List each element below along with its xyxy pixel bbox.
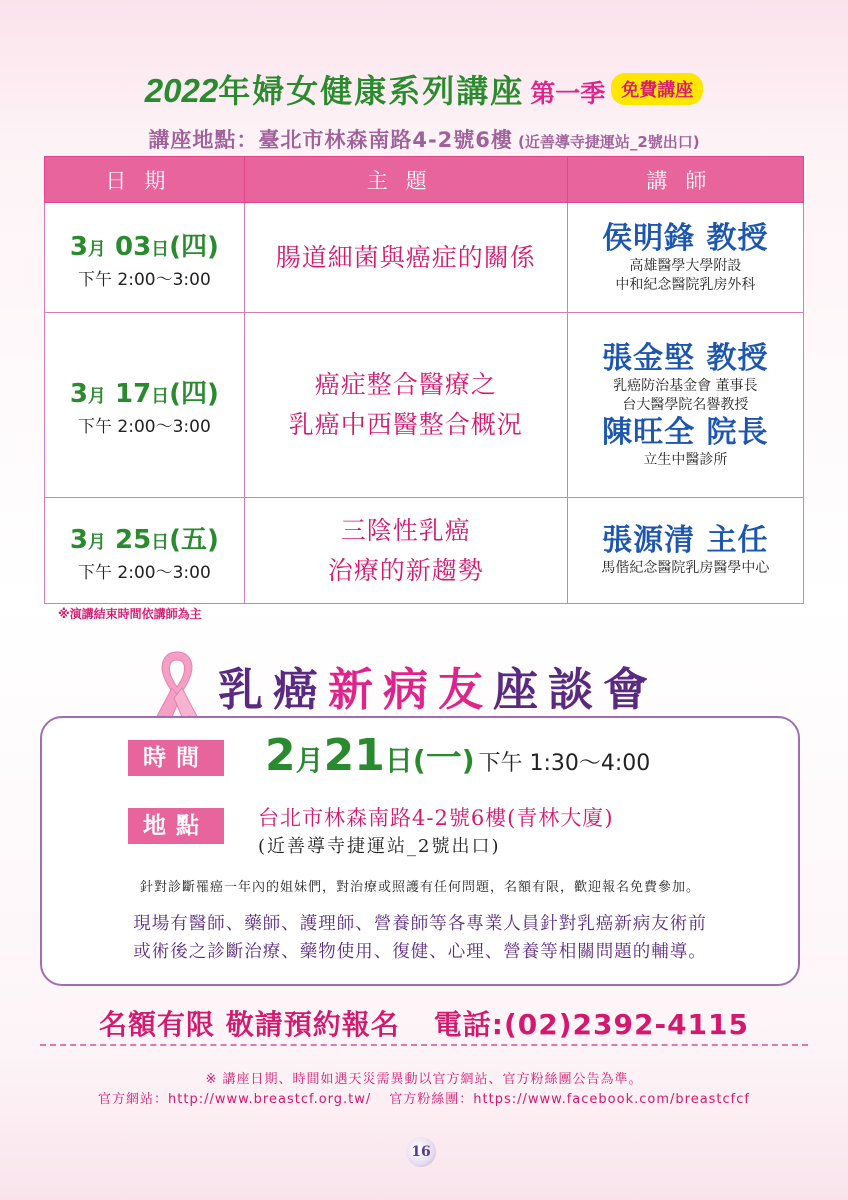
lecture-topic: 三陰性乳癌 bbox=[340, 515, 471, 545]
registration-line bbox=[0, 1003, 848, 1043]
lecture-time: 下午 2:00～3:00 bbox=[78, 562, 211, 583]
forum-notice: 針對診斷罹癌一年內的姐妹們，對治療或照護有任何問題，名額有限，歡迎報名免費參加。 bbox=[139, 880, 700, 895]
official-links bbox=[0, 1088, 848, 1107]
table-footnote: ※演講結束時間依講師為主 bbox=[58, 607, 202, 621]
lecture-date: 3月 17日(四) bbox=[69, 379, 219, 409]
table-row bbox=[45, 498, 804, 604]
table-header-row bbox=[45, 157, 804, 203]
page-title bbox=[0, 66, 848, 112]
venue-label: 講座地點：臺北市林森南路4-2號6樓 bbox=[148, 128, 513, 152]
speaker-name: 張金堅 教授 bbox=[602, 340, 769, 376]
forum-date: 2月21日(一) 下午 1:30～4:00 bbox=[265, 730, 651, 781]
venue-note: (近善導寺捷運站_2號出口) bbox=[518, 133, 700, 151]
topic-cell bbox=[244, 498, 567, 604]
speaker-affiliation: 台大醫學院名譽教授 bbox=[622, 396, 749, 413]
forum-description: 現場有醫師、藥師、護理師、營養師等各專業人員針對乳癌新病友術前 或術後之診斷治療、藥物使用、復健、心理、營養等相關問題的輔導。 bbox=[133, 914, 707, 962]
header-topic: 主題 bbox=[244, 157, 567, 203]
lecture-date: 3月 03日(四) bbox=[69, 231, 219, 262]
reserve-text: 敬請預約報名 bbox=[225, 1008, 400, 1041]
lecture-time: 下午 2:00～3:00 bbox=[78, 269, 211, 290]
title-season: 第一季 bbox=[530, 79, 606, 108]
topic-cell bbox=[244, 203, 567, 313]
date-cell bbox=[45, 313, 245, 498]
lecture-topic: 癌症整合醫療之 bbox=[314, 370, 497, 399]
lecture-topic: 治療的新趨勢 bbox=[327, 555, 484, 585]
lecture-topic: 乳癌中西醫整合概況 bbox=[288, 410, 523, 439]
lecture-schedule-table bbox=[44, 156, 804, 604]
date-cell bbox=[45, 203, 245, 313]
speaker-affiliation: 立生中醫診所 bbox=[643, 451, 728, 468]
dashed-divider bbox=[40, 1044, 808, 1046]
speaker-affiliation: 高雄醫學大學附設 bbox=[629, 257, 742, 274]
speaker-name: 侯明鋒 教授 bbox=[602, 220, 769, 256]
forum-time: 下午 1:30～4:00 bbox=[478, 751, 651, 776]
speaker-affiliation: 乳癌防治基金會 董事長 bbox=[613, 377, 758, 394]
free-badge: 免費講座 bbox=[611, 73, 703, 105]
speaker-affiliation: 馬偕紀念醫院乳房醫學中心 bbox=[601, 560, 770, 576]
header-date: 日期 bbox=[45, 157, 245, 203]
phone-number: 電話:(02)2392-4115 bbox=[433, 1008, 750, 1041]
speaker-name: 張源清 主任 bbox=[602, 523, 769, 558]
website-link[interactable]: 官方網站：http://www.breastcf.org.tw/ bbox=[98, 1092, 372, 1107]
header-speaker: 講師 bbox=[567, 157, 803, 203]
topic-cell bbox=[244, 313, 567, 498]
date-cell bbox=[45, 498, 245, 604]
lecture-date: 3月 25日(五) bbox=[69, 524, 219, 555]
speaker-cell bbox=[567, 498, 803, 604]
forum-title: 乳癌新病友座談會 bbox=[218, 663, 659, 716]
table-row bbox=[45, 203, 804, 313]
lecture-topic: 腸道細菌與癌症的關係 bbox=[275, 242, 536, 272]
speaker-affiliation: 中和紀念醫院乳房外科 bbox=[615, 276, 756, 293]
forum-address-note: (近善導寺捷運站_2號出口) bbox=[258, 836, 501, 857]
disclaimer: ※ 講座日期、時間如遇天災需異動以官方網站、官方粉絲團公告為準。 bbox=[205, 1072, 643, 1087]
title-main: 年婦女健康系列講座 bbox=[218, 72, 525, 110]
speaker-cell bbox=[567, 313, 803, 498]
fanpage-link[interactable]: 官方粉絲團：https://www.facebook.com/breastcfcf bbox=[389, 1092, 750, 1107]
time-label: 時間 bbox=[128, 740, 224, 776]
speaker-cell bbox=[567, 203, 803, 313]
venue-line bbox=[0, 124, 848, 154]
place-label: 地點 bbox=[128, 808, 224, 844]
lecture-time: 下午 2:00～3:00 bbox=[78, 417, 211, 437]
limited-text: 名額有限 bbox=[98, 1008, 215, 1041]
table-row bbox=[45, 313, 804, 498]
forum-address: 台北市林森南路4-2號6樓(青林大廈) bbox=[258, 806, 614, 830]
title-year: 2022 bbox=[144, 72, 219, 109]
speaker-name: 陳旺全 院長 bbox=[602, 414, 769, 450]
page-number: 16 bbox=[406, 1137, 436, 1167]
